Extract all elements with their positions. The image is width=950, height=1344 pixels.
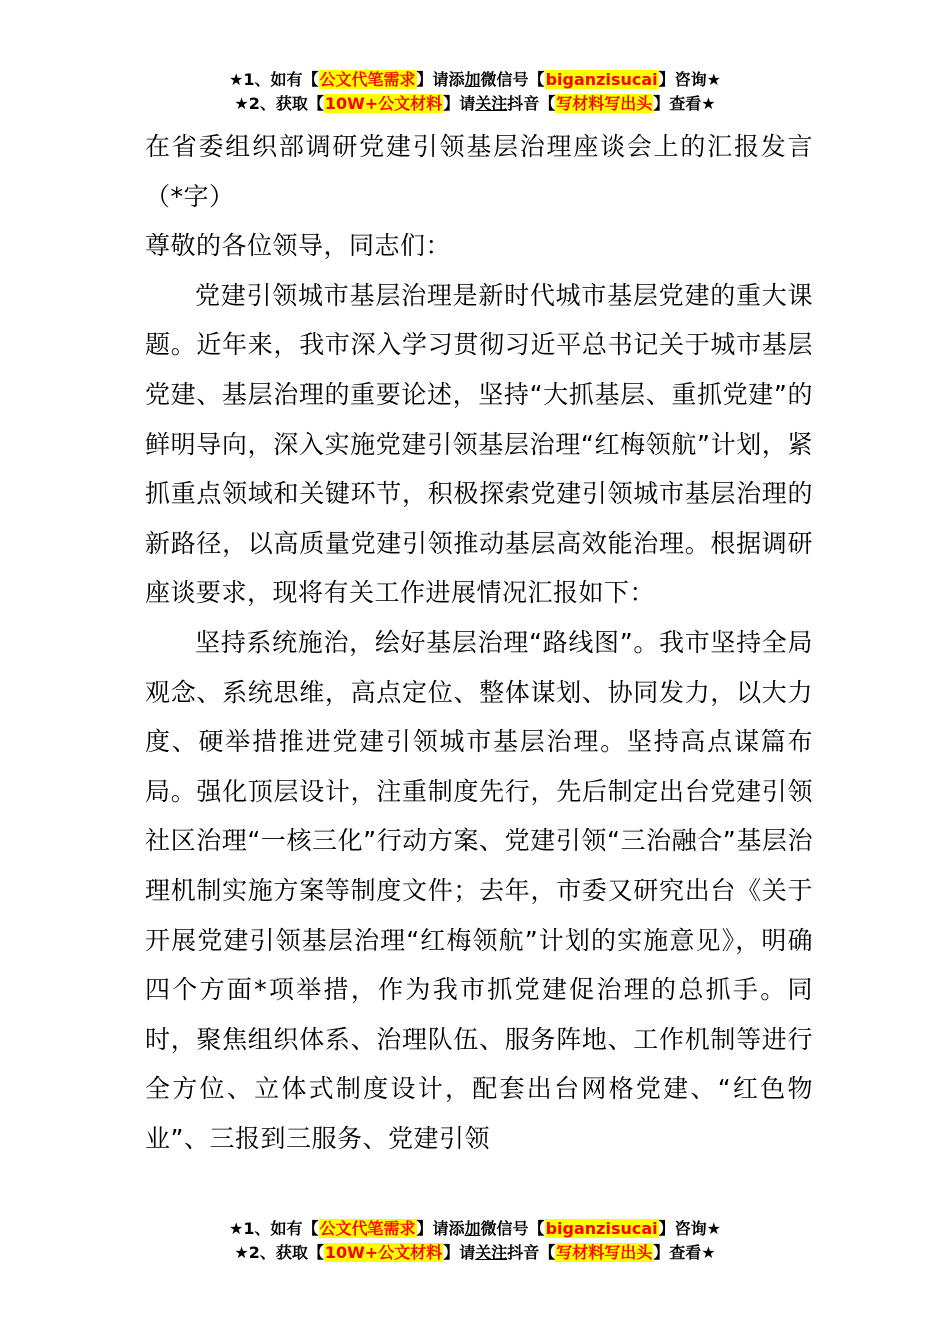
banner-text: ★2、获取【	[234, 1243, 324, 1262]
banner-text: 抖音【	[507, 94, 556, 113]
highlight-text: 写材料写出头	[556, 94, 653, 113]
paragraph: 党建引领城市基层治理是新时代城市基层党建的重大课题。近年来，我市深入学习贯彻习近平总书记关于城市基层党建、基层治理的重要论述，坚持“大抓基层、重抓党建”的鲜明导向，深入实施党建引领基层治理“红梅领航”计划，紧抓重点领域和关键环节，积极探索党建引领城市基层治理的新路径，以高质量党建引领推动基层高效能治理。根据调研座谈要求，现将有关工作进展情况汇报如下：	[145, 280, 813, 608]
banner-text: 抖音【	[507, 1243, 556, 1262]
banner-text: 】咨询★	[658, 1219, 721, 1238]
banner-text: 】请添	[416, 1219, 465, 1238]
banner-text: 】请	[443, 94, 476, 113]
banner-text: 】查看★	[653, 1243, 716, 1262]
banner-text: 微信号【	[480, 70, 545, 89]
highlight-text: 公文代笔需求	[319, 70, 416, 89]
banner-line-1	[0, 68, 950, 92]
highlight-text: biganzisucai	[545, 1219, 658, 1238]
banner-line-1	[0, 1217, 950, 1241]
underlined-text: 加	[464, 70, 481, 89]
highlight-text: 写材料写出头	[556, 1243, 653, 1262]
banner-text: 】咨询★	[658, 70, 721, 89]
highlight-text: 公文代笔需求	[319, 1219, 416, 1238]
banner-text: ★1、如有【	[229, 70, 319, 89]
highlight-text: 10W+公文材料	[324, 94, 443, 113]
banner-text: 】请添	[416, 70, 465, 89]
underlined-text: 关注	[475, 1243, 508, 1262]
footer-banner	[0, 1217, 950, 1265]
banner-text: ★1、如有【	[229, 1219, 319, 1238]
document-body	[145, 122, 813, 1163]
header-banner	[0, 68, 950, 116]
underlined-text: 加	[464, 1219, 481, 1238]
document-title: 在省委组织部调研党建引领基层治理座谈会上的汇报发言（*字）	[145, 132, 813, 211]
banner-text: 】查看★	[653, 94, 716, 113]
paragraph: 坚持系统施治，绘好基层治理“路线图”。我市坚持全局观念、系统思维，高点定位、整体谋划、协同发力，以大力度、硬举措推进党建引领城市基层治理。坚持高点谋篇布局。强化顶层设计，注重制度先行，先后制定出台党建引领社区治理“一核三化”行动方案、党建引领“三治融合”基层治理机制实施方案等制度文件；去年，市委又研究出台《关于开展党建引领基层治理“红梅领航”计划的实施意见》，明确四个方面*项举措，作为我市抓党建促治理的总抓手。同时，聚焦组织体系、治理队伍、服务阵地、工作机制等进行全方位、立体式制度设计，配套出台网格党建、“红色物业”、三报到三服务、党建引领	[145, 627, 813, 1153]
banner-text: ★2、获取【	[234, 94, 324, 113]
salutation: 尊敬的各位领导，同志们：	[145, 231, 452, 261]
banner-text: 】请	[443, 1243, 476, 1262]
banner-line-2	[0, 1241, 950, 1265]
underlined-text: 关注	[475, 94, 508, 113]
highlight-text: 10W+公文材料	[324, 1243, 443, 1262]
banner-line-2	[0, 92, 950, 116]
highlight-text: biganzisucai	[545, 70, 658, 89]
banner-text: 微信号【	[480, 1219, 545, 1238]
